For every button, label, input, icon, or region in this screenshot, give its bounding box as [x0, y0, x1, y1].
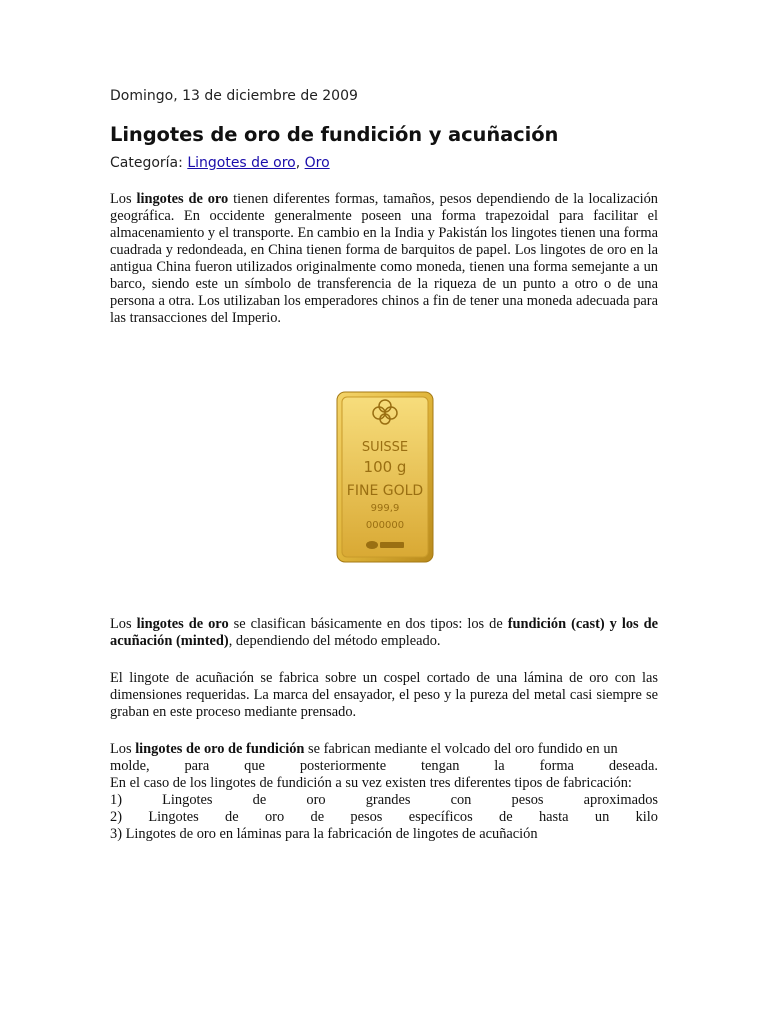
bar-text-4: 999,9 [370, 503, 400, 514]
intro-text: tienen diferentes formas, tamaños, pesos dependiendo de la localización geográfica. En occidente generalmente poseen una forma trapezoidal para facilitar el almacenamiento y el transporte. En cambio en la India y Pakistán los lingotes tienen una forma cuadrada y redondeada, en China tienen forma de barquitos de papel. Los lingotes de oro en la antigua China fueron utilizados originalmente como moneda, tienen una forma semejante a un barco, siendo este un símbolo de transferencia de la riqueza de un punto a otro o de una persona a otra. Los utilizaban los emperadores chinos a fin de tener una moneda adecuada para las transacciones del Imperio. [110, 191, 658, 326]
bar-text-2: 100 g [363, 458, 407, 476]
category-line [110, 155, 658, 171]
types-pre: Los [110, 616, 137, 632]
document-page [110, 88, 658, 327]
cast-line-3: En el caso de los lingotes de fundición a su vez existen tres diferentes tipos de fabricación: [110, 775, 632, 791]
cast-pre: Los [110, 741, 136, 757]
category-label: Categoría: [110, 155, 183, 171]
hallmark-icon [366, 541, 404, 549]
category-link-lingotes[interactable]: Lingotes de oro [187, 155, 296, 171]
types-mid: se clasifican básicamente en dos tipos: los de [228, 616, 508, 632]
post-date: Domingo, 13 de diciembre de 2009 [110, 88, 358, 104]
minted-paragraph: El lingote de acuñación se fabrica sobre un cospel cortado de una lámina de oro con las dimensiones requeridas. La marca del ensayador, el peso y la pureza del metal casi siempre se graban en este proceso mediante prensado. [110, 670, 658, 720]
category-separator: , [295, 155, 301, 171]
cast-line1-rest: se fabrican mediante el volcado del oro fundido en un [304, 741, 618, 757]
types-bold-2: fundición (cast) y los de acuñación (minted) [110, 616, 658, 649]
bar-text-3: FINE GOLD [346, 483, 424, 499]
types-paragraph-block [110, 616, 658, 650]
cast-list-item: 3) Lingotes de oro en láminas para la fabricación de lingotes de acuñación [110, 826, 538, 842]
cast-bold: lingotes de oro de fundición [135, 741, 305, 757]
page-title: Lingotes de oro de fundición y acuñación [110, 123, 559, 146]
minted-paragraph-block [110, 670, 658, 721]
cast-list-item: 1) Lingotes de oro grandes con pesos aproximados [110, 792, 658, 808]
types-post: , dependiendo del método empleado. [228, 633, 441, 649]
types-paragraph [110, 616, 658, 650]
cast-line-2: molde, para que posteriormente tengan la forma deseada. [110, 758, 658, 774]
intro-bold: lingotes de oro [136, 191, 229, 207]
bar-text-5: 000000 [365, 520, 405, 531]
gold-bar-image [336, 391, 434, 563]
types-bold-1: lingotes de oro [136, 616, 229, 632]
cast-list-item: 2) Lingotes de oro de pesos específicos de hasta un kilo [110, 809, 658, 825]
category-link-oro[interactable]: Oro [304, 155, 330, 171]
intro-pre: Los [110, 191, 137, 207]
cast-line-1 [110, 741, 658, 758]
bar-text-1: SUISSE [361, 440, 409, 455]
intro-paragraph [110, 191, 658, 327]
cast-paragraph-block [110, 741, 658, 843]
